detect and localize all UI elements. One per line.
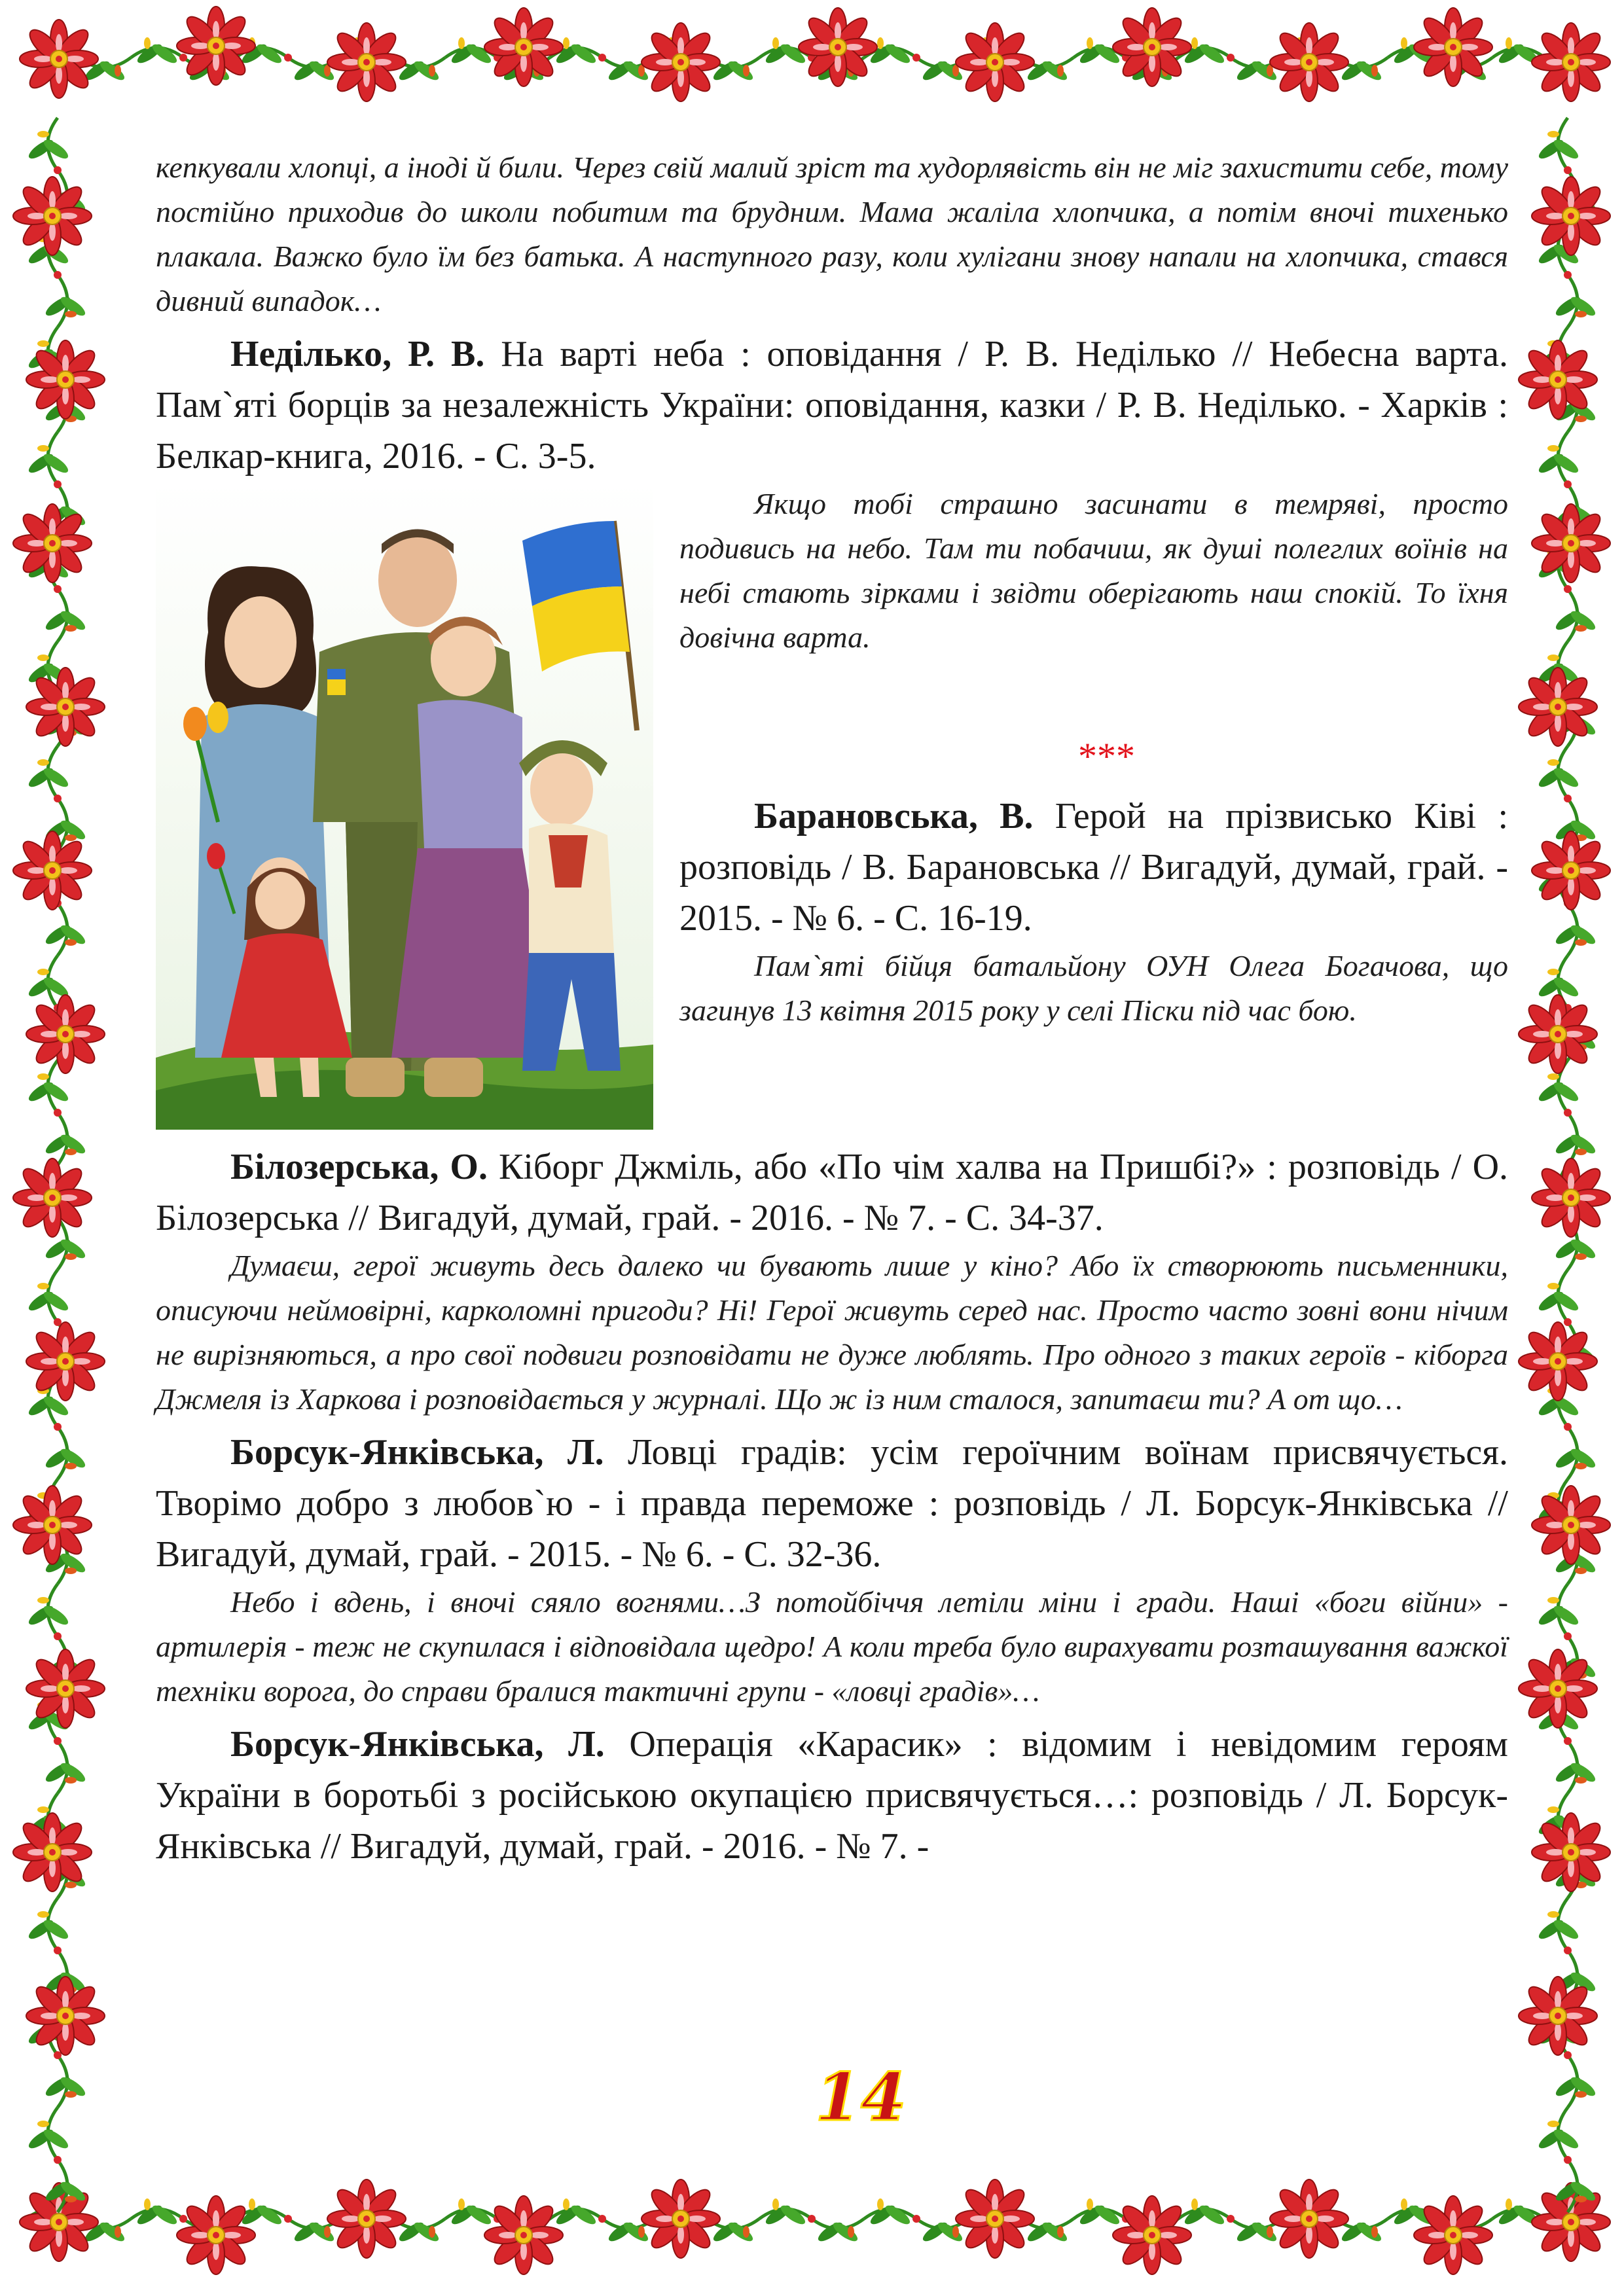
entry-4-author: Борсук-Янківська, Л. — [230, 1432, 604, 1473]
entry-2-author: Барановська, В. — [754, 796, 1034, 836]
entry-3-citation: Кіборг Джміль, або «По чім халва на Пришбі?» : розповідь / О. Білозерська // Вигадуй, думай, грай. - 2016. - № 7. - С. 34-37. — [156, 1147, 1509, 1238]
intro-annotation: кепкували хлопці, а іноді й били. Через свій малий зріст та худорлявість він не міг захистити себе, тому постійно приходив до школи побитим та брудним. Мама жаліла хлопчика, а потім вночі тихенько плакала. Важко було їм без батька. А наступного разу, коли хулігани знову напали на хлопчика, стався дивний випадок… — [156, 151, 1508, 317]
entry-1-reference — [156, 329, 1508, 482]
entry-3-annotation: Думаєш, герої живуть десь далеко чи бувають лише у кіно? Або їх створюють письменники, описуючи неймовірні, карколомні пригоди? Ні! Герої живуть серед нас. Просто часто зовні вони нічим не вирізняються, а про свої подвиги розповідати не дуже люблять. Про одного з таких героїв - кіборга Джмеля із Харкова і розповідається у журналі. Що ж із ним сталося, запитаєш ти? А от що… — [156, 1249, 1508, 1416]
entry-4-citation: Ловці градів: усім героїчним воїнам присвячується. Творімо добро з любов`ю - і правда переможе : розповідь / Л. Борсук-Янківська // Вигадуй, думай, грай. - 2015. - № 6. - С. 32-36. — [156, 1432, 1508, 1575]
entry-5-reference — [156, 1719, 1508, 1872]
page-content — [156, 145, 1508, 2109]
section-separator: *** — [1078, 735, 1135, 778]
entry-2-citation: Герой на прізвисько Ківі : розповідь / В. Барановська // Вигадуй, думай, грай. - 2015. - № 6. - С. 16-19. — [679, 796, 1509, 939]
entry-4-reference — [156, 1427, 1508, 1580]
entry-5-author: Борсук-Янківська, Л. — [230, 1724, 605, 1765]
entry-1-citation: На варті неба : оповідання / Р. В. Неділько // Небесна варта. Пам`яті борців за незалежність України: оповідання, казки / Р. В. Неділько. - Харків : Белкар-книга, 2016. - С. 3-5. — [156, 334, 1508, 476]
entry-3-reference — [156, 1141, 1508, 1244]
entry-1-author: Неділько, Р. В. — [230, 334, 485, 374]
entry-3-author: Білозерська, О. — [230, 1147, 488, 1187]
entry-1-annotation: Якщо тобі страшно засинати в темряві, просто подивись на небо. Там ти побачиш, як душі полеглих воїнів на небі стають зірками і звідти оберігають наш спокій. То їхня довічна варта. — [679, 487, 1508, 654]
entry-5-citation: Операція «Карасик» : відомим і невідомим героям України в боротьбі з російською окупацією присвячується…: розповідь / Л. Борсук-Янківська // Вигадуй, думай, грай. - 2016. - № 7. - — [156, 1724, 1508, 1867]
page-number: 14 — [815, 2058, 907, 2136]
entry-2-annotation: Пам`яті бійця батальйону ОУН Олега Богачова, що загинув 13 квітня 2015 року у селі Піски під час бою. — [679, 949, 1508, 1027]
entry-4-annotation: Небо і вдень, і вночі сяяло вогнями…З потойбіччя летіли міни і гради. Наші «боги війни» - артилерія - теж не скупилася і відповідала щедро! А коли треба було вирахувати розташування важкої техніки ворога, до справи бралися тактичні групи - «ловці градів»… — [156, 1585, 1508, 1708]
soldier-family-illustration — [156, 482, 653, 1130]
